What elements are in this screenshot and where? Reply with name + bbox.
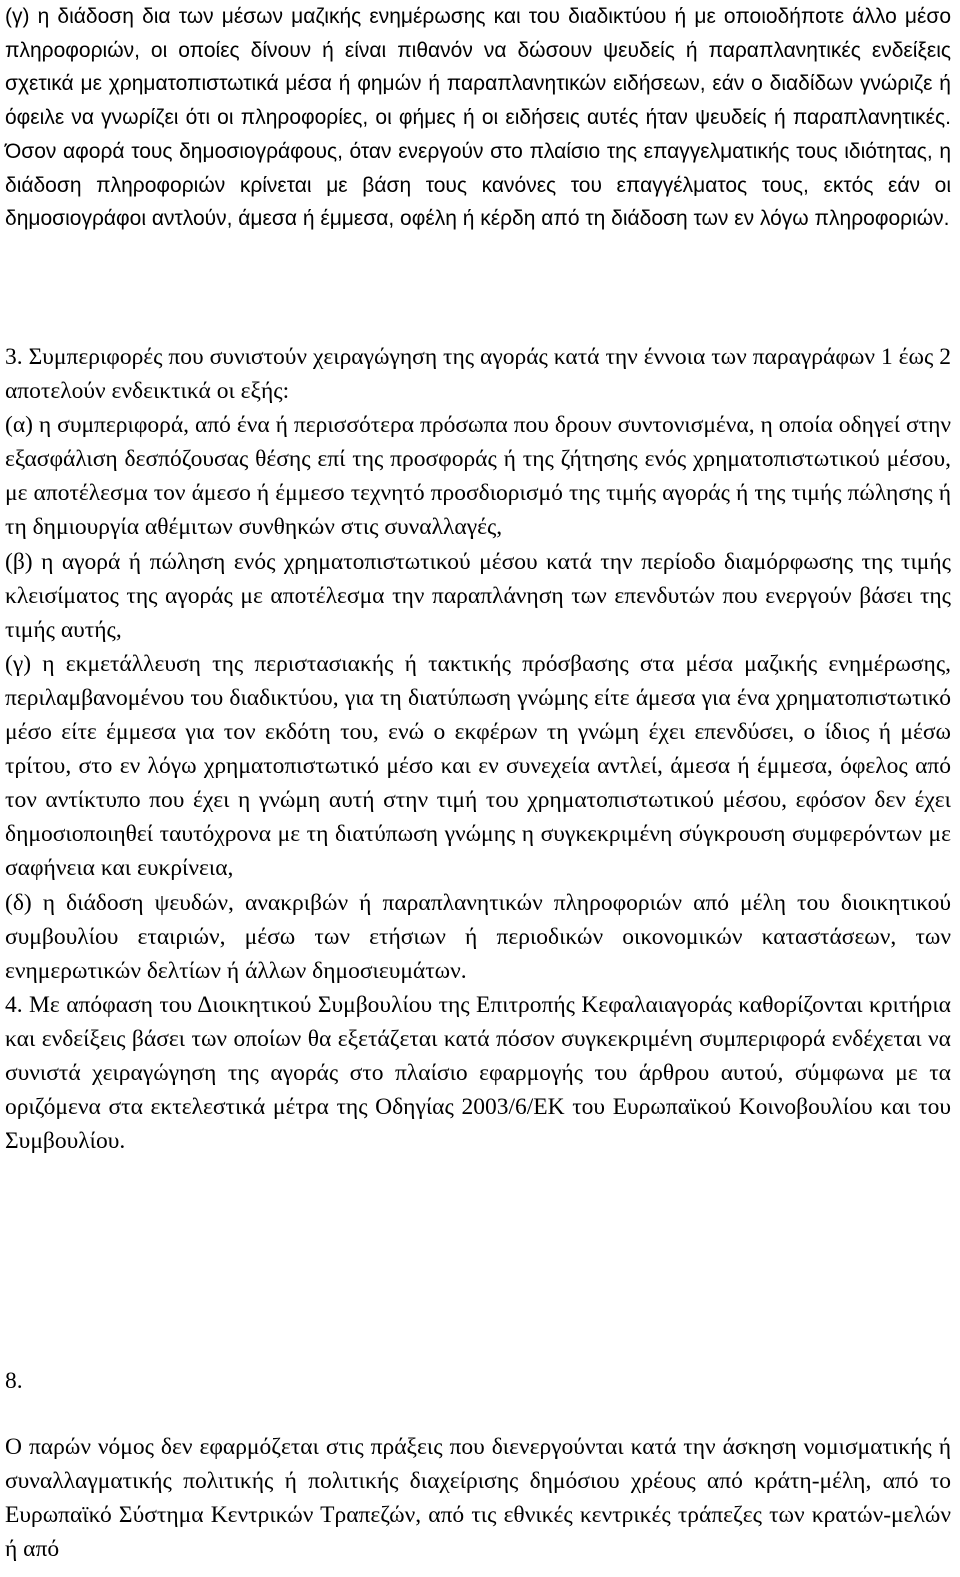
article-8-paragraph [5, 1430, 951, 1566]
paragraph-3-intro: 3. Συμπεριφορές που συνιστούν χειραγώγηση της αγοράς κατά την έννοια των παραγράφων 1 έως 2 αποτελούν ενδεικτικά οι εξής: [5, 344, 951, 405]
paragraph-3-item-a: (α) η συμπεριφορά, από ένα ή περισσότερα πρόσωπα που δρουν συντονισμένα, η οποία οδηγεί στην εξασφάλιση δεσπόζουσας θέσης επί της προσφοράς ή της ζήτησης ενός χρηματοπιστωτικού μέσου, με αποτέλεσμα τον άμεσο ή έμμεσο τεχνητό προσδιορισμό της τιμής αγοράς ή της τιμής πώλησης ή τη δημιουργία αθέμιτων συνθηκών στις συναλλαγές, [5, 412, 951, 541]
paragraph-3-item-b: (β) η αγορά ή πώληση ενός χρηματοπιστωτικού μέσου κατά την περίοδο διαμόρφωσης της τιμής κλεισίματος της αγοράς με αποτέλεσμα την παραπλάνηση των επενδυτών που ενεργούν βάσει της τιμής αυτής, [5, 548, 951, 643]
article-number-text: 8. [5, 1368, 23, 1394]
gamma-journalists-text: Όσον αφορά τους δημοσιογράφους, όταν ενεργούν στο πλαίσιο της επαγγελματικής τους ιδιότητας, η διάδοση πληροφοριών κρίνεται με βάση τους κανόνες του επαγγέλματος τους, εκτός εάν οι δημοσιογράφοι αντλούν, άμεσα ή έμμεσα, οφέλη ή κέρδη από τη διάδοση των εν λόγω πληροφοριών. [5, 139, 951, 231]
paragraph-3-item-c: (γ) η εκμετάλλευση της περιστασιακής ή τακτικής πρόσβασης στα μέσα μαζικής ενημέρωσης, περιλαμβανομένου του διαδικτύου, για τη διατύπωση γνώμης είτε άμεσα για ένα χρηματοπιστωτικό μέσο είτε έμμεσα για τον εκδότη του, ενώ ο εκφέρων τη γνώμη έχει επενδύσει, ο ίδιος ή μέσω τρίτου, στο εν λόγω χρηματοπιστωτικό μέσο και εν συνεχεία αντλεί, άμεσα ή έμμεσα, όφελος από τον αντίκτυπο που έχει η γνώμη αυτή στην τιμή του χρηματοπιστωτικού μέσου, εφόσον δεν έχει δημοσιοποιηθεί ταυτόχρονα με τη διατύπωση γνώμης η συγκεκριμένη σύγκρουση συμφερόντων με σαφήνεια και ευκρίνεια, [5, 650, 951, 882]
article-8-text: Ο παρών νόμος δεν εφαρμόζεται στις πράξεις που διενεργούνται κατά την άσκηση νομισματικής ή συναλλαγματικής πολιτικής ή πολιτικής διαχείρισης δημόσιου χρέους από κράτη-μέλη, από το Ευρωπαϊκό Σύστημα Κεντρικών Τραπεζών, από τις εθνικές κεντρικές τράπεζες των κρατών-μελών ή από [5, 1434, 951, 1563]
gamma-dissemination-text: (γ) η διάδοση δια των μέσων μαζικής ενημέρωσης και του διαδικτύου ή με οποιοδήποτε άλλο μέσο πληροφοριών, οι οποίες δίνουν ή είναι πιθανόν να δώσουν ψευδείς ή παραπλανητικές ενδείξεις σχετικά με χρηματοπιστωτικά μέσα ή φημών ή παραπλανητικών ειδήσεων, εάν ο διαδίδων γνώριζε ή όφειλε να γνωρίζει ότι οι πληροφορίες, οι φήμες ή οι ειδήσεις αυτές ήταν ψευδείς ή παραπλανητικές. [5, 5, 951, 130]
paragraph-3-section [5, 340, 951, 1158]
paragraph-3-item-d: (δ) η διάδοση ψευδών, ανακριβών ή παραπλανητικών πληροφοριών από μέλη του διοικητικού συμβουλίου εταιριών, μέσω των ετήσιων ή περιοδικών οικονομικών καταστάσεων, των ενημερωτικών δελτίων ή άλλων δημοσιευμάτων. [5, 889, 951, 984]
paragraph-gamma-dissemination [5, 0, 951, 236]
article-number [5, 1364, 951, 1398]
paragraph-4: 4. Με απόφαση του Διοικητικού Συμβουλίου της Επιτροπής Κεφαλαιαγοράς καθορίζονται κριτήρια και ενδείξεις βάσει των οποίων θα εξετάζεται κατά πόσον συγκεκριμένη συμπεριφορά ενδέχεται να συνιστά χειραγώγηση της αγοράς στο πλαίσιο εφαρμογής του άρθρου αυτού, σύμφωνα με τα οριζόμενα στα εκτελεστικά μέτρα της Οδηγίας 2003/6/ΕΚ του Ευρωπαϊκού Κοινοβουλίου και του Συμβουλίου. [5, 991, 951, 1155]
